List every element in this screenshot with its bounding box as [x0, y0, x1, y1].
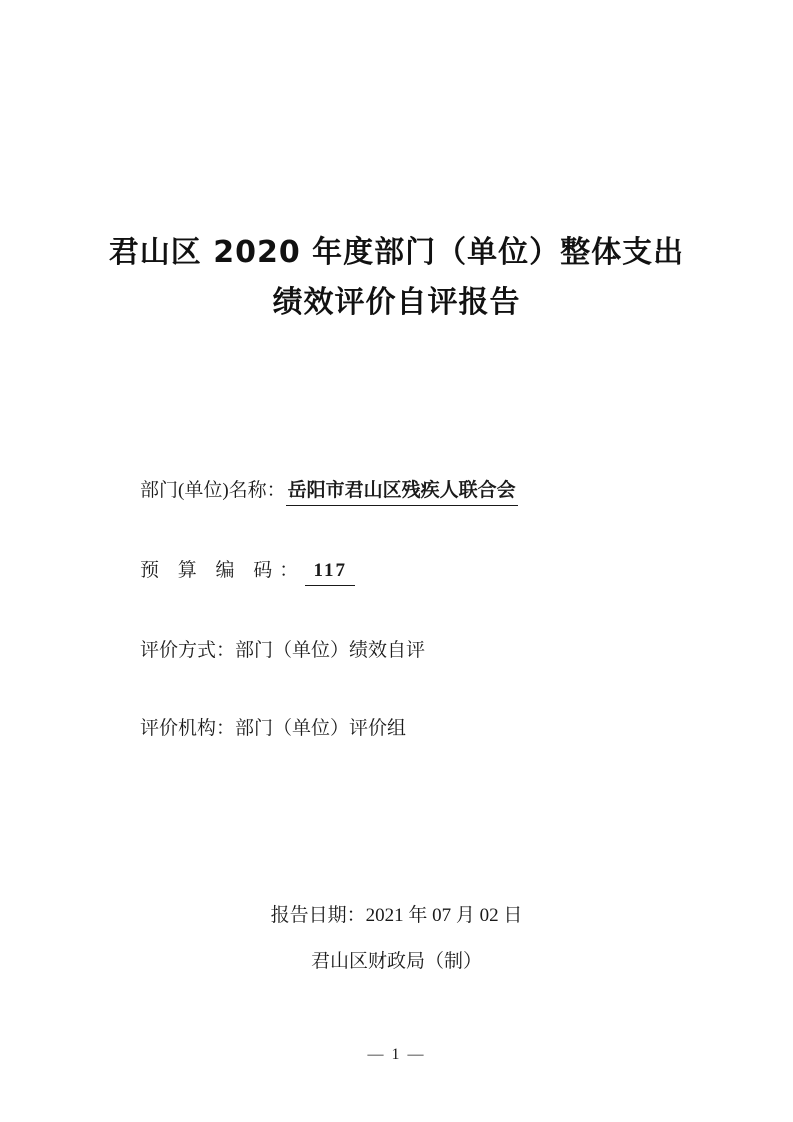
meta-row-budget-code — [140, 558, 660, 586]
meta-row-department — [140, 478, 660, 506]
meta-label-budget-code: 预 算 编 码： — [140, 560, 306, 581]
title-line-1: 君山区 2020 年度部门（单位）整体支出 — [108, 235, 685, 270]
meta-label-evaluation-method: 评价方式： — [140, 640, 236, 661]
report-date: 报告日期：2021 年 07 月 02 日 — [270, 905, 523, 926]
meta-value-evaluation-method: 部门（单位）绩效自评 — [235, 640, 426, 661]
issuer-name: 君山区财政局（制） — [310, 951, 482, 972]
meta-row-evaluation-organization — [140, 716, 660, 742]
meta-label-evaluation-organization: 评价机构： — [140, 718, 236, 739]
metadata-fields — [140, 478, 660, 742]
document-footer — [0, 893, 793, 985]
meta-row-evaluation-method — [140, 638, 660, 664]
page-number: — 1 — — [367, 1046, 426, 1063]
meta-value-budget-code: 117 — [305, 558, 355, 586]
meta-value-evaluation-organization: 部门（单位）评价组 — [235, 718, 407, 739]
meta-value-department: 岳阳市君山区残疾人联合会 — [286, 478, 518, 506]
meta-label-department: 部门(单位)名称： — [140, 480, 286, 501]
page-title — [0, 228, 793, 328]
title-line-2: 绩效评价自评报告 — [272, 285, 521, 320]
